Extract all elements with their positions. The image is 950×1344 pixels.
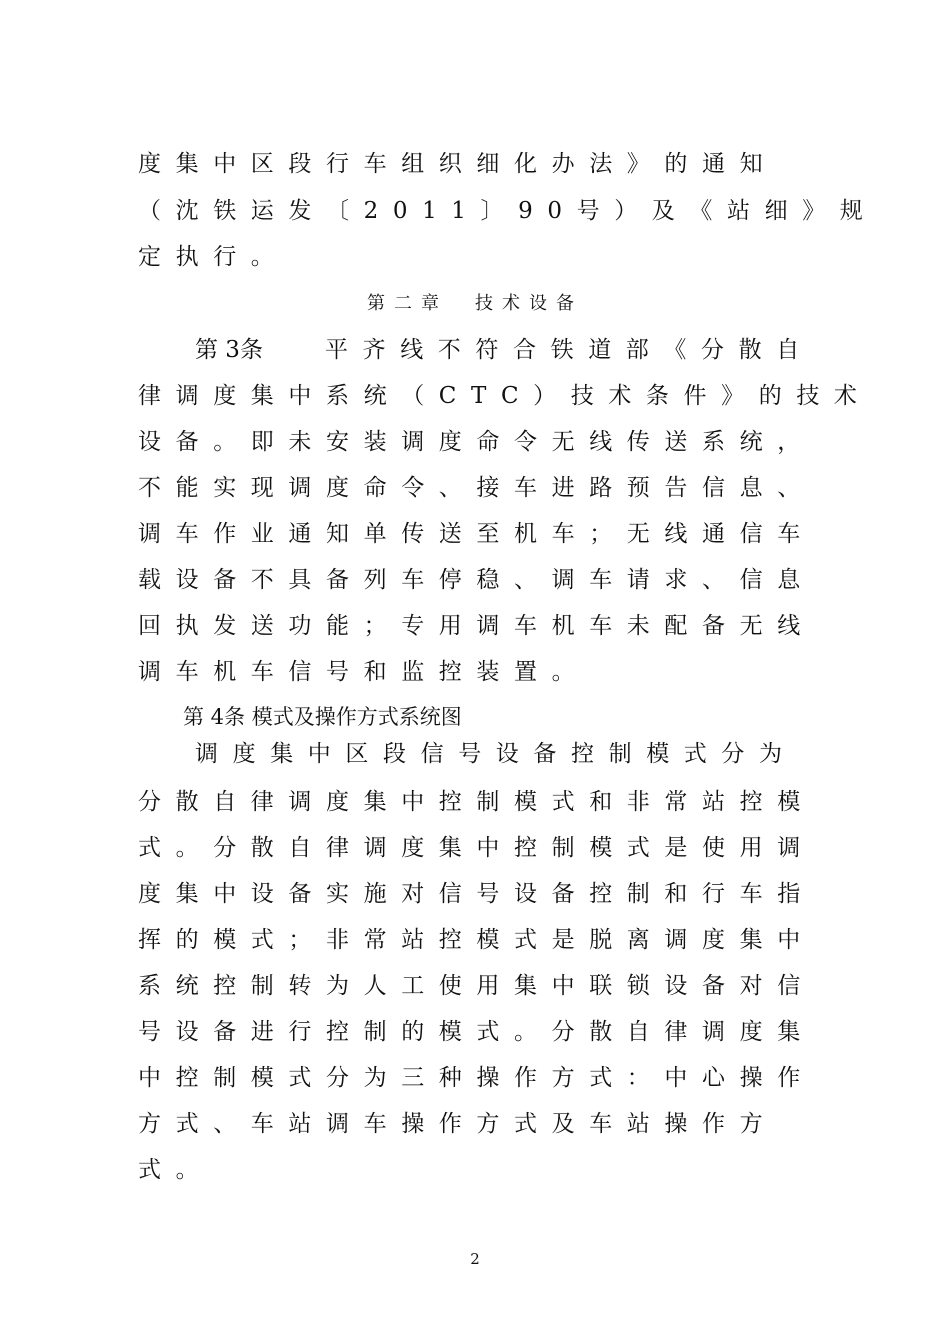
article4-line: 方式、车站调车操作方式及车站操作方 (138, 1111, 778, 1137)
article4-line: 式。分散自律调度集中控制模式是使用调 (138, 835, 815, 861)
article3-line: 设备。即未安装调度命令无线传送系统， (138, 429, 815, 455)
article3-line: 载设备不具备列车停稳、调车请求、信息 (138, 567, 815, 593)
article3-line: 回执发送功能；专用调车机车未配备无线 (138, 613, 815, 639)
article4-line: 挥的模式；非常站控模式是脱离调度集中 (138, 927, 815, 953)
article4-line: 调度集中区段信号设备控制模式分为 (195, 741, 797, 767)
intro-line-3: 定执行。 (138, 244, 289, 270)
article4-title: 第 4条 模式及操作方式系统图 (183, 705, 462, 729)
article3-line: 不能实现调度命令、接车进路预告信息、 (138, 475, 815, 501)
article4-line: 式。 (138, 1157, 214, 1183)
article4-line: 中控制模式分为三种操作方式：中心操作 (138, 1065, 815, 1091)
chapter-heading: 第二章 技术设备 (367, 293, 583, 314)
page-number: 2 (470, 1250, 480, 1268)
article3-lead: 第 3条 (195, 337, 263, 363)
article4-line: 号设备进行控制的模式。分散自律调度集 (138, 1019, 815, 1045)
article4-line: 分散自律调度集中控制模式和非常站控模 (138, 789, 815, 815)
article4-line: 度集中设备实施对信号设备控制和行车指 (138, 881, 815, 907)
article3-line: 调车机车信号和监控装置。 (138, 659, 590, 685)
article4-line: 系统控制转为人工使用集中联锁设备对信 (138, 973, 815, 999)
intro-line-1: 度集中区段行车组织细化办法》的通知 (138, 151, 778, 177)
article3-first-line: 平齐线不符合铁道部《分散自 (325, 337, 814, 363)
article3-line: 调车作业通知单传送至机车；无线通信车 (138, 521, 815, 547)
intro-line-2: （沈铁运发〔2011〕90号）及《站细》规 (138, 198, 878, 224)
article3-line: 律调度集中系统（CTC）技术条件》的技术 (138, 383, 872, 409)
